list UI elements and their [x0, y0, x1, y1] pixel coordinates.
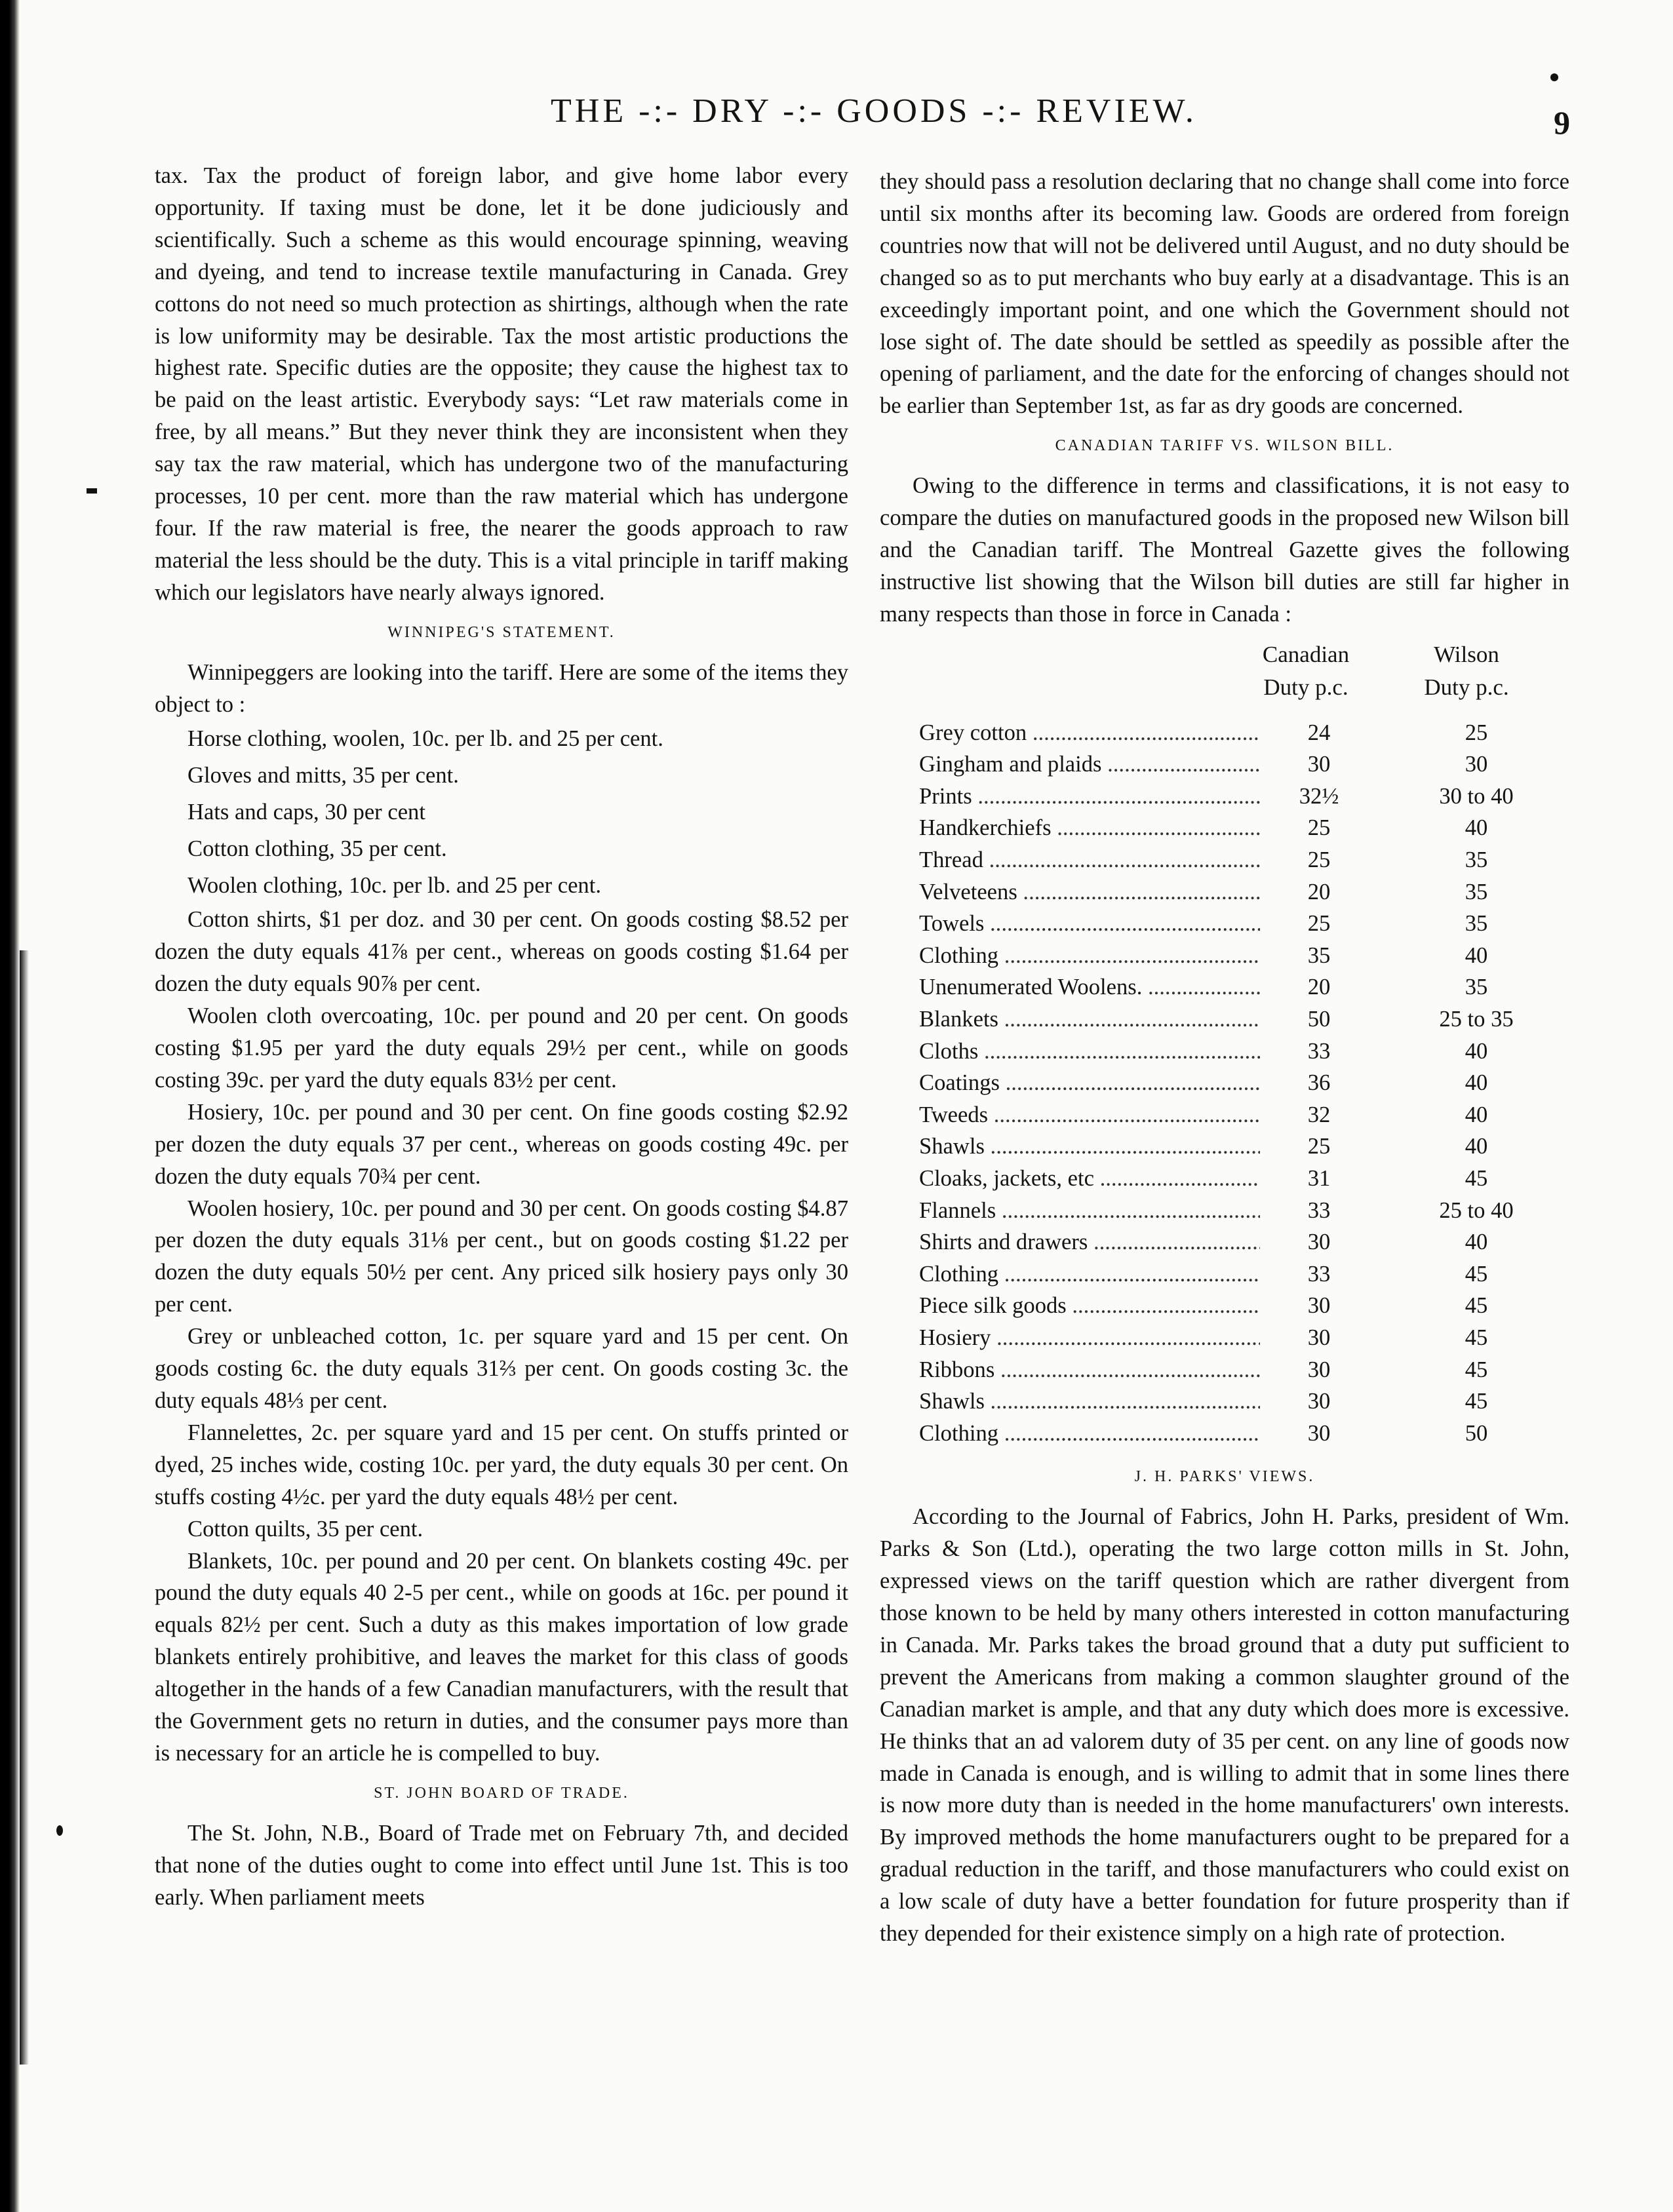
table-cell-item: Cloths ..... — [919, 1036, 1260, 1068]
table-row — [880, 1322, 1569, 1354]
article-paragraph: Woolen hosiery, 10c. per pound and 30 per cent. On goods costing $4.87 per dozen the duty equals 31⅛ per cent., but on goods costing $1.22 per dozen the duty equals 50½ per cent. Any priced silk hosiery pays only 30 per cent. — [155, 1195, 848, 1317]
table-row — [880, 844, 1569, 876]
table-cell-item: Coatings ..... — [919, 1067, 1260, 1099]
table-row — [880, 812, 1569, 844]
table-cell-canadian: 30 — [1280, 1386, 1358, 1418]
table-cell-canadian: 25 — [1280, 844, 1358, 876]
table-cell-canadian: 30 — [1280, 1418, 1358, 1450]
table-row — [880, 1195, 1569, 1227]
table-cell-canadian: 30 — [1280, 748, 1358, 781]
article-paragraph: Flannelettes, 2c. per square yard and 15 per cent. On stuffs printed or dyed, 25 inches wide, costing 10c. per yard, the duty equals 30 per cent. On stuffs costing 4½c. per yard the duty equals 48½ per cent. — [155, 1420, 848, 1509]
table-cell-wilson: 40 — [1411, 1226, 1542, 1258]
table-cell-item: Shawls ..... — [919, 1386, 1260, 1418]
table-cell-item: Velveteens ..... — [919, 876, 1260, 908]
article-paragraph: Owing to the difference in terms and classifications, it is not easy to compare the duties on manufactured goods in the proposed new Wilson bill and the Canadian tariff. The Montreal Gazette gives the following instructive list showing that the Wilson bill duties are still far higher in many respects than those in force in Canada : — [880, 473, 1569, 627]
page-header: THE -:- DRY -:- GOODS -:- REVIEW. — [551, 92, 1197, 130]
article-paragraph: According to the Journal of Fabrics, John H. Parks, president of Wm. Parks & Son (Ltd.), operating the two large cotton mills in St. John, expressed views on the tariff question which are rather divergent from those known to be held by many others interested in cotton manufacturing in Canada. Mr. Parks takes the broad ground that a duty put sufficient to prevent the Americans from making a common slaughter ground of the Canadian market is ample, and that any duty which does more is excessive. He thinks that an ad valorem duty of 35 per cent. on any line of goods now made in Canada is enough, and is willing to admit that in some lines there is now more duty than is needed in the home manufacturers' own interests. By improved methods the home manufacturers ought to be prepared for a gradual reduction in the tariff, and those manufacturers who could exist on a low scale of duty have a better foundation for future prosperity than if they depended for their existence simply on a high rate of protection. — [880, 1504, 1569, 1947]
right-column — [880, 166, 1569, 1950]
table-cell-canadian: 25 — [1280, 908, 1358, 940]
table-row — [880, 940, 1569, 972]
table-cell-item: Piece silk goods ..... — [919, 1290, 1260, 1322]
section-heading: J. H. PARKS' VIEWS. — [1134, 1468, 1315, 1486]
table-cell-item: Unenumerated Woolens. ..... — [919, 971, 1260, 1003]
table-cell-wilson: 35 — [1411, 876, 1542, 908]
table-cell-item: Thread ..... — [919, 844, 1260, 876]
table-cell-item: Handkerchiefs ..... — [919, 812, 1260, 844]
table-cell-wilson: 45 — [1411, 1354, 1542, 1386]
table-cell-wilson: 25 — [1411, 717, 1542, 749]
article-paragraph: Winnipeggers are looking into the tariff. Here are some of the items they object to : — [155, 659, 848, 717]
table-cell-item: Shawls ..... — [919, 1131, 1260, 1163]
binding-edge — [0, 0, 20, 2212]
table-cell-wilson: 25 to 35 — [1411, 1003, 1542, 1036]
list-item: Gloves and mitts, 35 per cent. — [187, 763, 459, 788]
article-paragraph: Cotton quilts, 35 per cent. — [187, 1516, 423, 1542]
article-paragraph: they should pass a resolution declaring that no change shall come into force until six months after its becoming law. Goods are ordered from foreign countries now that will not be delivered until August, and no duty should be changed so as to put merchants who buy early at a disadvantage. This is an exceedingly important point, and one which the Government should not lose sight of. The date should be settled as speedily as possible after the opening of parliament, and the date for the enforcing of changes should not be earlier than September 1st, as far as dry goods are concerned. — [880, 169, 1569, 419]
article-paragraph: Cotton shirts, $1 per doz. and 30 per cent. On goods costing $8.52 per dozen the duty equals 41⅞ per cent., whereas on goods costing $1.64 per dozen the duty equals 90⅞ per cent. — [155, 907, 848, 997]
table-cell-canadian: 20 — [1280, 876, 1358, 908]
table-cell-item: Grey cotton ..... — [919, 717, 1260, 749]
table-cell-wilson: 45 — [1411, 1163, 1542, 1195]
table-cell-wilson: 30 — [1411, 748, 1542, 781]
table-row — [880, 876, 1569, 908]
margin-mark — [56, 1825, 63, 1836]
article-paragraph: Woolen cloth overcoating, 10c. per pound and 20 per cent. On goods costing $1.95 per yard the duty equals 29½ per cent., while on goods costing 39c. per yard the duty equals 83½ per cent. — [155, 1003, 848, 1093]
table-row — [880, 781, 1569, 813]
list-item: Cotton clothing, 35 per cent. — [187, 836, 447, 862]
table-cell-canadian: 24 — [1280, 717, 1358, 749]
margin-mark — [87, 488, 97, 494]
list-item: Hats and caps, 30 per cent — [187, 800, 425, 825]
table-row — [880, 908, 1569, 940]
table-row — [880, 1099, 1569, 1131]
table-cell-wilson: 50 — [1411, 1418, 1542, 1450]
article-paragraph: Hosiery, 10c. per pound and 30 per cent. On fine goods costing $2.92 per dozen the duty equals 37 per cent., whereas on goods costing 49c. per dozen the duty equals 70¾ per cent. — [155, 1099, 848, 1189]
table-cell-canadian: 36 — [1280, 1067, 1358, 1099]
table-cell-item: Clothing ..... — [919, 1418, 1260, 1450]
article-paragraph: The St. John, N.B., Board of Trade met on February 7th, and decided that none of the duties ought to come into effect until June 1st. This is too early. When parliament meets — [155, 1820, 848, 1910]
table-cell-canadian: 33 — [1280, 1195, 1358, 1227]
table-cell-wilson: 40 — [1411, 1099, 1542, 1131]
table-cell-wilson: 35 — [1411, 908, 1542, 940]
table-cell-item: Towels ..... — [919, 908, 1260, 940]
table-cell-wilson: 45 — [1411, 1290, 1542, 1322]
table-cell-wilson: 40 — [1411, 1067, 1542, 1099]
table-row — [880, 1003, 1569, 1036]
table-row — [880, 1226, 1569, 1258]
table-cell-wilson: 40 — [1411, 812, 1542, 844]
list-item: Horse clothing, woolen, 10c. per lb. and 25 per cent. — [187, 726, 663, 752]
table-cell-canadian: 30 — [1280, 1322, 1358, 1354]
table-cell-canadian: 30 — [1280, 1354, 1358, 1386]
page-number: 9 — [1554, 104, 1570, 141]
table-cell-canadian: 31 — [1280, 1163, 1358, 1195]
table-cell-item: Ribbons ..... — [919, 1354, 1260, 1386]
table-cell-wilson: 40 — [1411, 1131, 1542, 1163]
table-cell-item: Flannels ..... — [919, 1195, 1260, 1227]
table-row — [880, 1290, 1569, 1322]
table-row — [880, 1386, 1569, 1418]
margin-mark — [1550, 73, 1558, 81]
column-header-canadian: Canadian Duty p.c. — [1262, 641, 1350, 700]
table-cell-canadian: 25 — [1280, 1131, 1358, 1163]
table-cell-wilson: 30 to 40 — [1411, 781, 1542, 813]
table-cell-wilson: 35 — [1411, 844, 1542, 876]
table-cell-item: Blankets ..... — [919, 1003, 1260, 1036]
table-cell-item: Clothing ..... — [919, 1258, 1260, 1290]
table-cell-canadian: 50 — [1280, 1003, 1358, 1036]
table-cell-canadian: 30 — [1280, 1290, 1358, 1322]
table-cell-canadian: 33 — [1280, 1036, 1358, 1068]
left-column — [155, 160, 848, 1914]
table-cell-item: Clothing ..... — [919, 940, 1260, 972]
table-row — [880, 1036, 1569, 1068]
table-cell-item: Tweeds ..... — [919, 1099, 1260, 1131]
table-cell-item: Cloaks, jackets, etc ..... — [919, 1163, 1260, 1195]
table-cell-canadian: 30 — [1280, 1226, 1358, 1258]
column-header-wilson: Wilson Duty p.c. — [1424, 641, 1509, 700]
table-row — [880, 1418, 1569, 1450]
table-cell-canadian: 32 — [1280, 1099, 1358, 1131]
article-paragraph: Blankets, 10c. per pound and 20 per cent. On blankets costing 49c. per pound the duty equals 40 2-5 per cent., while on goods at 16c. per pound it equals 82½ per cent. Such a duty as this makes importation of low grade blankets entirely prohibitive, and leaves the market for this class of goods altogether in the hands of a few Canadian manufacturers, with the result that the Government gets no return in duties, and the consumer pays more than is necessary for an article he is compelled to buy. — [155, 1548, 848, 1766]
table-cell-wilson: 45 — [1411, 1258, 1542, 1290]
table-row — [880, 1067, 1569, 1099]
tariff-table-header — [880, 638, 1569, 717]
list-item: Woolen clothing, 10c. per lb. and 25 per cent. — [187, 873, 601, 899]
binding-shadow — [20, 950, 29, 2065]
table-row — [880, 1131, 1569, 1163]
table-row — [880, 1354, 1569, 1386]
table-cell-item: Prints ..... — [919, 781, 1260, 813]
article-paragraph: Grey or unbleached cotton, 1c. per square yard and 15 per cent. On goods costing 6c. the duty equals 31⅔ per cent. On goods costing 3c. the duty equals 48⅓ per cent. — [155, 1324, 848, 1413]
section-heading: WINNIPEG'S STATEMENT. — [387, 623, 616, 641]
table-cell-wilson: 40 — [1411, 1036, 1542, 1068]
table-cell-canadian: 32½ — [1280, 781, 1358, 813]
table-cell-wilson: 35 — [1411, 971, 1542, 1003]
table-cell-wilson: 25 to 40 — [1411, 1195, 1542, 1227]
tariff-table — [880, 717, 1569, 1450]
table-row — [880, 971, 1569, 1003]
table-row — [880, 1258, 1569, 1290]
table-cell-item: Gingham and plaids ..... — [919, 748, 1260, 781]
table-cell-wilson: 45 — [1411, 1386, 1542, 1418]
section-heading: CANADIAN TARIFF VS. WILSON BILL. — [1055, 437, 1394, 455]
table-cell-canadian: 35 — [1280, 940, 1358, 972]
table-cell-canadian: 20 — [1280, 971, 1358, 1003]
table-row — [880, 717, 1569, 749]
table-row — [880, 748, 1569, 781]
table-cell-canadian: 33 — [1280, 1258, 1358, 1290]
table-cell-wilson: 45 — [1411, 1322, 1542, 1354]
table-cell-canadian: 25 — [1280, 812, 1358, 844]
table-cell-wilson: 40 — [1411, 940, 1542, 972]
table-cell-item: Shirts and drawers ..... — [919, 1226, 1260, 1258]
table-cell-item: Hosiery ..... — [919, 1322, 1260, 1354]
table-row — [880, 1163, 1569, 1195]
article-paragraph: tax. Tax the product of foreign labor, and give home labor every opportunity. If taxing must be done, let it be done judiciously and scientifically. Such a scheme as this would encourage spinning, weaving and dyeing, and tend to increase textile manufacturing in Canada. Grey cottons do not need so much protection as shirtings, although when the rate is low uniformity may be desirable. Tax the most artistic productions the highest rate. Specific duties are the opposite; they cause the highest tax to be paid on the least artistic. Everybody says: “Let raw materials come in free, by all means.” But they never think they are inconsistent when they say tax the raw material, which has undergone two of the manufacturing processes, 10 per cent. more than the raw material which has undergone four. If the raw material is free, the nearer the goods approach to raw material the less should be the duty. This is a vital principle in tariff making which our legislators have nearly always ignored. — [155, 163, 848, 605]
section-heading: ST. JOHN BOARD OF TRADE. — [374, 1784, 629, 1802]
